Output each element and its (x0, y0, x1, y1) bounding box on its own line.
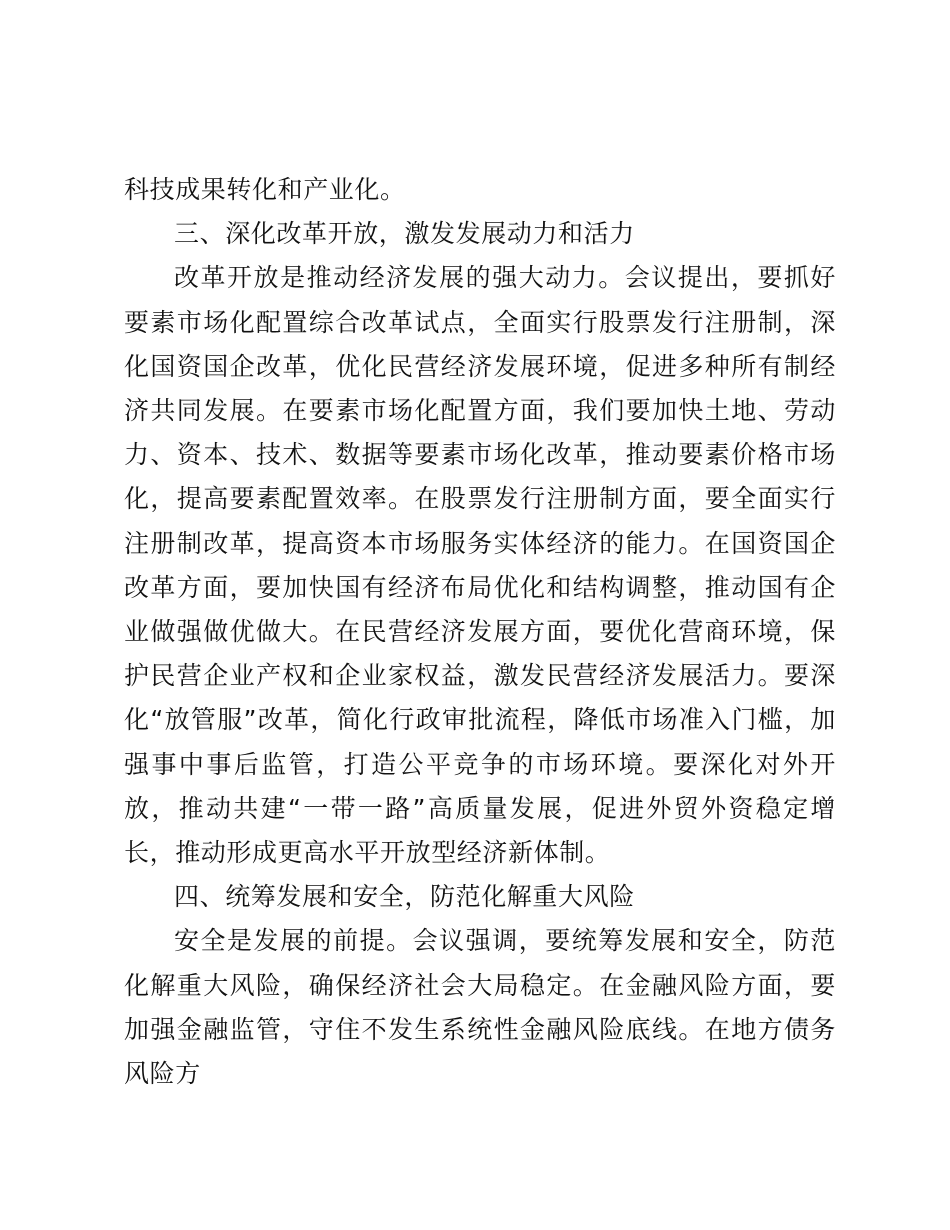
paragraph-security: 安全是发展的前提。会议强调，要统筹发展和安全，防范化解重大风险，确保经济社会大局稳定。在金融风险方面，要加强金融监管，守住不发生系统性金融风险底线。在地方债务风险方 (124, 926, 836, 1089)
paragraph-continuation: 科技成果转化和产业化。 (124, 175, 406, 204)
paragraph-reform-opening: 改革开放是推动经济发展的强大动力。会议提出，要抓好要素市场化配置综合改革试点，全面实行股票发行注册制，深化国资国企改革，优化民营经济发展环境，促进多种所有制经济共同发展。在要素市场化配置方面，我们要加快土地、劳动力、资本、技术、数据等要素市场化改革，推动要素价格市场化，提高要素配置效率。在股票发行注册制方面，要全面实行注册制改革，提高资本市场服务实体经济的能力。在国资国企改革方面，要加快国有经济布局优化和结构调整，推动国有企业做强做优做大。在民营经济发展方面，要优化营商环境，保护民营企业产权和企业家权益，激发民营经济发展活力。要深化“放管服”改革，简化行政审批流程，降低市场准入门槛，加强事中事后监管，打造公平竞争的市场环境。要深化对外开放，推动共建“一带一路”高质量发展，促进外贸外资稳定增长，推动形成更高水平开放型经济新体制。 (124, 263, 836, 868)
section-heading-three: 三、深化改革开放，激发发展动力和活力 (174, 219, 635, 249)
document-body (124, 168, 836, 1096)
section-heading-four: 四、统筹发展和安全，防范化解重大风险 (174, 882, 635, 912)
